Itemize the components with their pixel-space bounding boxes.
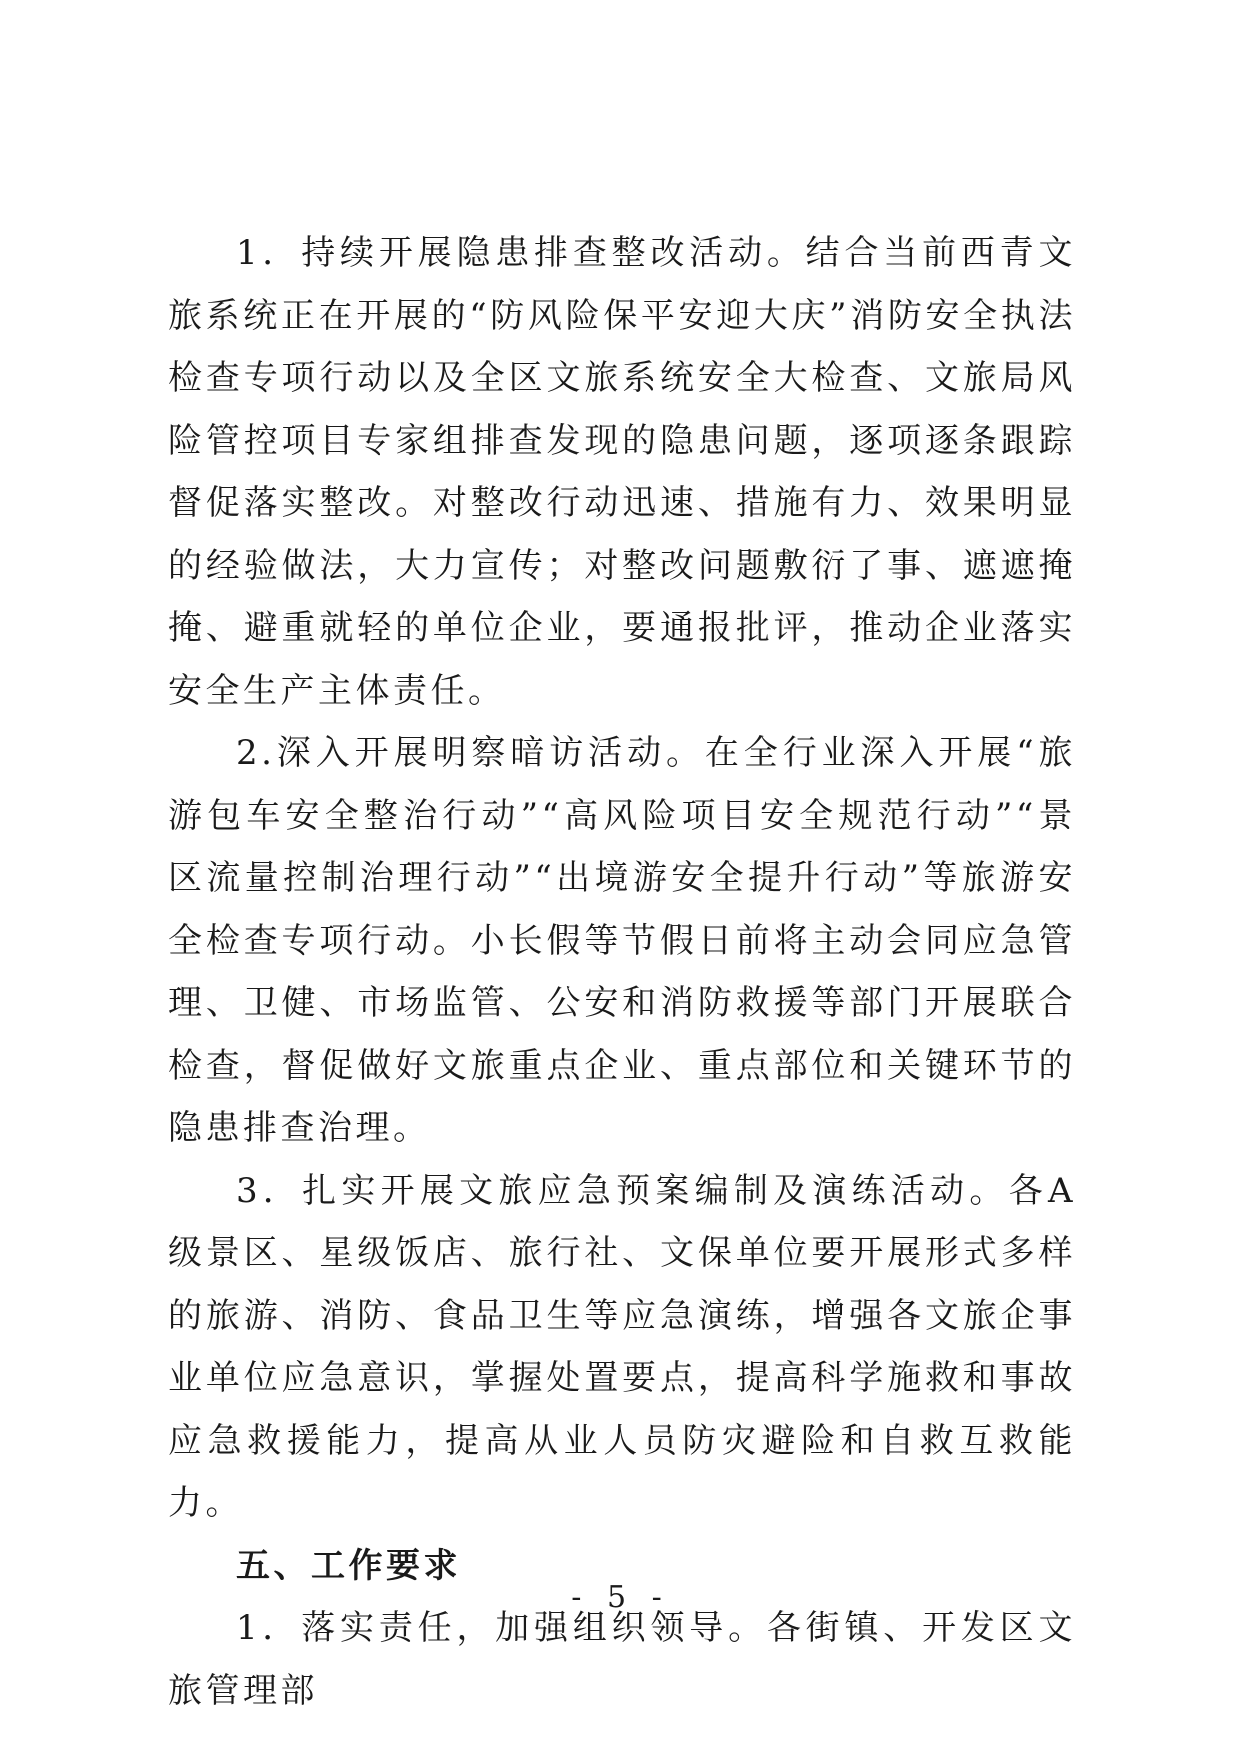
page-body [168, 222, 1076, 1722]
paragraph-inspection-visits: 2.深入开展明察暗访活动。在全行业深入开展“旅游包车安全整治行动”“高风险项目安全规范行动”“景区流量控制治理行动”“出境游安全提升行动”等旅游安全检查专项行动。小长假等节假日前将主动会同应急管理、卫健、市场监管、公安和消防救援等部门开展联合检查，督促做好文旅重点企业、重点部位和关键环节的隐患排查治理。 [168, 733, 1076, 1148]
section-heading: 五、工作要求 [236, 1545, 461, 1586]
paragraph-emergency-drills: 3．扎实开展文旅应急预案编制及演练活动。各A级景区、星级饭店、旅行社、文保单位要开展形式多样的旅游、消防、食品卫生等应急演练，增强各文旅企事业单位应急意识，掌握处置要点，提高科学施救和事故应急救援能力，提高从业人员防灾避险和自救互救能力。 [168, 1170, 1076, 1523]
paragraph-hazard-rectification: 1．持续开展隐患排查整改活动。结合当前西青文旅系统正在开展的“防风险保平安迎大庆”消防安全执法检查专项行动以及全区文旅系统安全大检查、文旅局风险管控项目专家组排查发现的隐患问题，逐项逐条跟踪督促落实整改。对整改行动迅速、措施有力、效果明显的经验做法，大力宣传；对整改问题敷衍了事、遮遮掩掩、避重就轻的单位企业，要通报批评，推动企业落实安全生产主体责任。 [168, 233, 1076, 711]
page-number: - 5 - [571, 1580, 670, 1615]
paragraph-responsibility: 1．落实责任，加强组织领导。各街镇、开发区文旅管理部 [168, 1608, 1076, 1711]
